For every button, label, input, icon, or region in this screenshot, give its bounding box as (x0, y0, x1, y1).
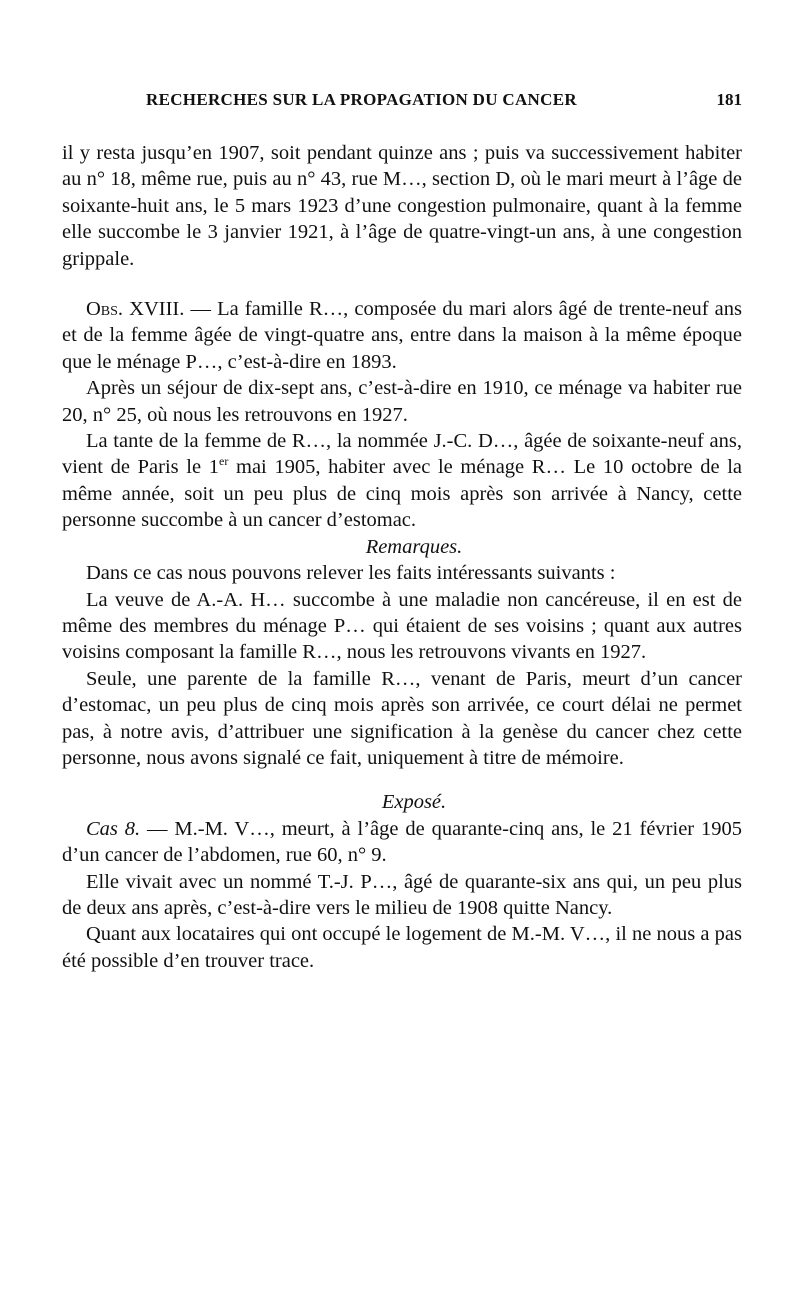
paragraph-continuation: il y resta jusqu’en 1907, soit pendant quinze ans ; puis va successivement habiter au n° 18, même rue, puis au n° 43, rue M…, section D, où le mari meurt à l’âge de soixante-huit ans, le 5 mars 1923 d’une congestion pulmonaire, quant à la femme elle succombe le 3 janvier 1921, à l’âge de quatre-vingt-un ans, à une congestion grippale. (62, 142, 742, 270)
paragraph-cas-8 (62, 816, 742, 869)
paragraph-vivait: Elle vivait avec un nommé T.-J. P…, âgé de quarante-six ans qui, un peu plus de deux ans après, c’est-à-dire vers le milieu de 1908 quitte Nancy. (62, 870, 742, 919)
paragraph-parente: Seule, une parente de la famille R…, venant de Paris, meurt d’un cancer d’estomac, un peu plus de cinq mois après son arrivée, ce court délai ne permet pas, à notre avis, d’attribuer une signification à la genèse du cancer chez cette personne, nous avons signalé ce fait, uniquement à titre de mémoire. (62, 667, 742, 769)
paragraph-tante (62, 428, 742, 534)
observation-label: Obs. XVIII. (86, 298, 185, 321)
running-title: RECHERCHES SUR LA PROPAGATION DU CANCER (146, 90, 577, 109)
paragraph-obs-xviii (62, 296, 742, 375)
paragraph-veuve: La veuve de A.-A. H… succombe à une maladie non cancéreuse, il en est de même des membres du ménage P… qui étaient de ses voisins ; quant aux autres voisins composant la famille R…, nous les retrouvons vivants en 1927. (62, 588, 742, 664)
paragraph-faits: Dans ce cas nous pouvons relever les faits intéressants suivants : (86, 562, 616, 585)
page-number: 181 (716, 90, 742, 109)
superscript-er: er (219, 454, 229, 469)
paragraph-tante-part2: mai 1905, habiter avec le ménage R… Le 10 octobre de la même année, soit un peu plus de cinq mois après son arrivée à Nancy, cette personne succombe à un cancer d’estomac. (62, 456, 742, 532)
heading-expose: Exposé. (381, 791, 447, 814)
case-text: — M.-M. V…, meurt, à l’âge de quarante-cinq ans, le 21 février 1905 d’un cancer de l’abdomen, rue 60, n° 9. (62, 817, 742, 867)
page-header (62, 90, 742, 118)
case-label: Cas 8. (86, 817, 141, 840)
paragraph-locataires: Quant aux locataires qui ont occupé le logement de M.-M. V…, il ne nous a pas été possible d’en trouver trace. (62, 923, 742, 972)
heading-remarques: Remarques. (365, 535, 463, 558)
observation-text: — La famille R…, composée du mari alors âgé de trente-neuf ans et de la femme âgée de vingt-quatre ans, entre dans la maison à la même époque que le ménage P…, c’est-à-dire en 1893. (62, 298, 742, 373)
paragraph-tante-part1: La tante de la femme de R…, la nommée J.-C. D…, âgée de soixante-neuf ans, vient de Paris le 1 (62, 430, 742, 479)
page-body (62, 140, 742, 974)
paragraph-sejour: Après un séjour de dix-sept ans, c’est-à-dire en 1910, ce ménage va habiter rue 20, n° 25, où nous les retrouvons en 1927. (62, 377, 742, 426)
